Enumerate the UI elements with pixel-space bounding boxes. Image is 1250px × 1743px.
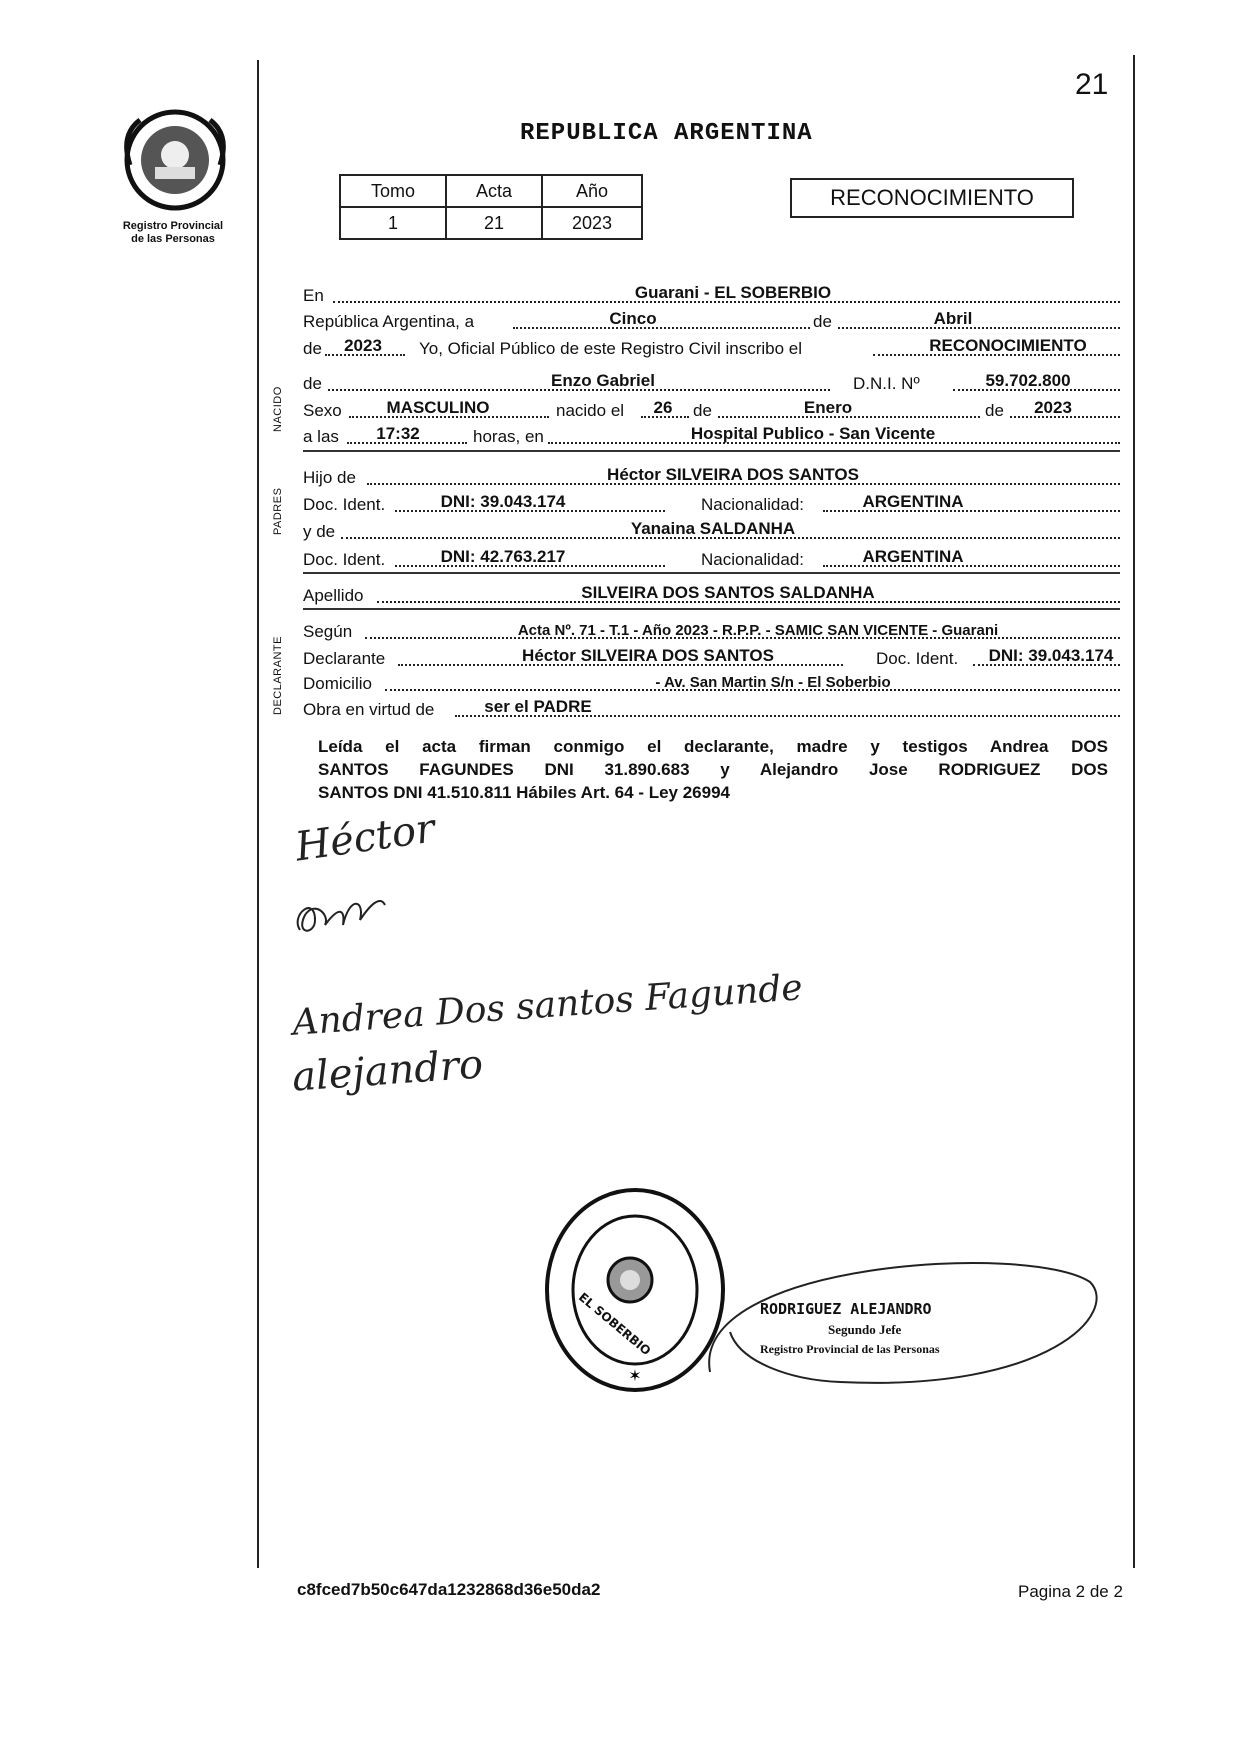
label-domicilio: Domicilio (303, 674, 372, 693)
stamp-inner-line2: SOBERBIO (591, 1302, 654, 1359)
value-lugar: Guarani - EL SOBERBIO (634, 283, 832, 302)
line-republica (303, 308, 1130, 332)
label-de-mes: de (693, 401, 712, 420)
label-doc-ident3: Doc. Ident. (876, 649, 959, 668)
signature-hector: Héctor (292, 805, 438, 871)
label-sexo: Sexo (303, 401, 342, 420)
value-apellido: SILVEIRA DOS SANTOS SALDANHA (581, 583, 875, 602)
label-doc-ident2: Doc. Ident. (303, 550, 386, 569)
line-padre-doc (303, 491, 1130, 515)
line-nombre (303, 370, 1130, 394)
closing-text (318, 735, 1108, 804)
value-declarante: Héctor SILVEIRA DOS SANTOS (522, 646, 774, 665)
label-dni: D.N.I. Nº (853, 374, 920, 393)
value-padre-doc: DNI: 39.043.174 (440, 492, 566, 511)
value-padre: Héctor SILVEIRA DOS SANTOS (607, 465, 859, 484)
logo-caption-line2: de las Personas (131, 233, 215, 245)
signature-andrea: Andrea Dos santos Fagunde (291, 967, 804, 1044)
value-lugar-nac: Hospital Publico - San Vicente (690, 424, 936, 443)
label-republica: República Argentina, a (303, 312, 475, 331)
record-type-box: RECONOCIMIENTO (790, 178, 1074, 218)
line-sexo (303, 397, 1130, 421)
divider-nacido (303, 450, 1120, 452)
line-hora (303, 423, 1130, 447)
label-nacionalidad: Nacionalidad: (701, 495, 805, 514)
label-de-year: de (303, 339, 322, 358)
side-label-nacido: NACIDO (272, 386, 284, 432)
value-tipo: RECONOCIMIENTO (929, 336, 1087, 355)
official-role: Segundo Jefe (828, 1322, 902, 1337)
table-header-tomo: Tomo (340, 175, 446, 207)
label-doc-ident: Doc. Ident. (303, 495, 386, 514)
stamp-inner-line1: EL (576, 1290, 598, 1311)
value-madre-nac: ARGENTINA (862, 547, 964, 566)
line-madre-doc (303, 546, 1130, 570)
svg-text:✶: ✶ (628, 1366, 642, 1385)
value-nac-dia: 26 (653, 398, 673, 417)
registry-logo (120, 105, 230, 215)
value-hora: 17:32 (376, 424, 420, 443)
line-inscribo (303, 335, 1130, 359)
closing-line3: SANTOS DNI 41.510.811 Hábiles Art. 64 - Ley 26994 (318, 783, 730, 802)
divider-padres (303, 572, 1120, 574)
label-a-las: a las (303, 427, 339, 446)
divider-apellido (303, 608, 1120, 610)
label-segun: Según (303, 622, 353, 641)
value-padre-nac: ARGENTINA (862, 492, 964, 511)
table-header-anio: Año (542, 175, 642, 207)
value-madre: Yanaina SALDANHA (630, 519, 796, 538)
value-anio: 2023 (344, 336, 382, 355)
logo-caption (98, 220, 248, 246)
left-margin-line (257, 60, 259, 1568)
table-value-anio: 2023 (542, 207, 642, 239)
label-horas-en: horas, en (473, 427, 544, 446)
table-value-acta: 21 (446, 207, 542, 239)
side-label-padres: PADRES (272, 487, 284, 535)
closing-line1: Leída el acta firman conmigo el declarante, madre y testigos Andrea DOS (318, 737, 1108, 756)
official-block (760, 1300, 1020, 1357)
label-declarante: Declarante (303, 649, 386, 668)
registry-table (339, 174, 643, 240)
right-margin-line (1133, 55, 1135, 1568)
label-de-month: de (813, 312, 832, 331)
label-nacido-el: nacido el (556, 401, 625, 420)
label-en: En (303, 286, 324, 305)
line-en (303, 282, 1130, 306)
value-madre-doc: DNI: 42.763.217 (440, 547, 566, 566)
value-sexo: MASCULINO (386, 398, 490, 417)
table-value-tomo: 1 (340, 207, 446, 239)
line-madre (303, 518, 1130, 542)
label-y-de: y de (303, 522, 336, 541)
label-de-anio: de (985, 401, 1004, 420)
document-title: REPUBLICA ARGENTINA (520, 120, 813, 147)
closing-line2: SANTOS FAGUNDES DNI 31.890.683 y Alejandro Jose RODRIGUEZ DOS (318, 760, 1108, 779)
label-apellido: Apellido (303, 586, 364, 605)
line-domicilio (303, 670, 1130, 694)
value-domicilio: - Av. San Martin S/n - El Soberbio (655, 674, 891, 691)
line-padre (303, 464, 1130, 488)
value-nombre: Enzo Gabriel (551, 371, 655, 390)
value-declarante-doc: DNI: 39.043.174 (988, 646, 1114, 665)
signature-alejandro: alejandro (290, 1041, 485, 1101)
label-nacionalidad2: Nacionalidad: (701, 550, 805, 569)
stamp-ring-text (560, 1185, 561, 1186)
logo-caption-line1: Registro Provincial (122, 220, 224, 232)
line-obra (303, 696, 1130, 720)
label-yo-oficial: Yo, Oficial Público de este Registro Civil inscribo el (419, 339, 802, 358)
label-de-name: de (303, 374, 322, 393)
value-obra: ser el PADRE (484, 697, 592, 716)
side-label-declarante: DECLARANTE (272, 636, 284, 715)
official-office: Registro Provincial de las Personas (760, 1342, 940, 1356)
line-segun (303, 618, 1130, 642)
value-nac-mes: Enero (803, 398, 853, 417)
line-declarante (303, 645, 1130, 669)
value-dia: Cinco (609, 309, 657, 328)
official-name: RODRIGUEZ ALEJANDRO (760, 1300, 932, 1318)
value-segun: Acta Nº. 71 - T.1 - Año 2023 - R.P.P. - SAMIC SAN VICENTE - Guarani (517, 622, 999, 639)
value-nac-anio: 2023 (1034, 398, 1072, 417)
value-mes: Abril (933, 309, 973, 328)
label-hijo-de: Hijo de (303, 468, 356, 487)
page-indicator: Pagina 2 de 2 (1018, 1582, 1123, 1601)
table-header-acta: Acta (446, 175, 542, 207)
page-number: 21 (1075, 68, 1109, 101)
line-apellido (303, 582, 1130, 606)
label-obra: Obra en virtud de (303, 700, 435, 719)
signature-scribble (285, 875, 405, 950)
value-dni: 59.702.800 (985, 371, 1071, 390)
document-hash: c8fced7b50c647da1232868d36e50da2 (297, 1580, 601, 1599)
